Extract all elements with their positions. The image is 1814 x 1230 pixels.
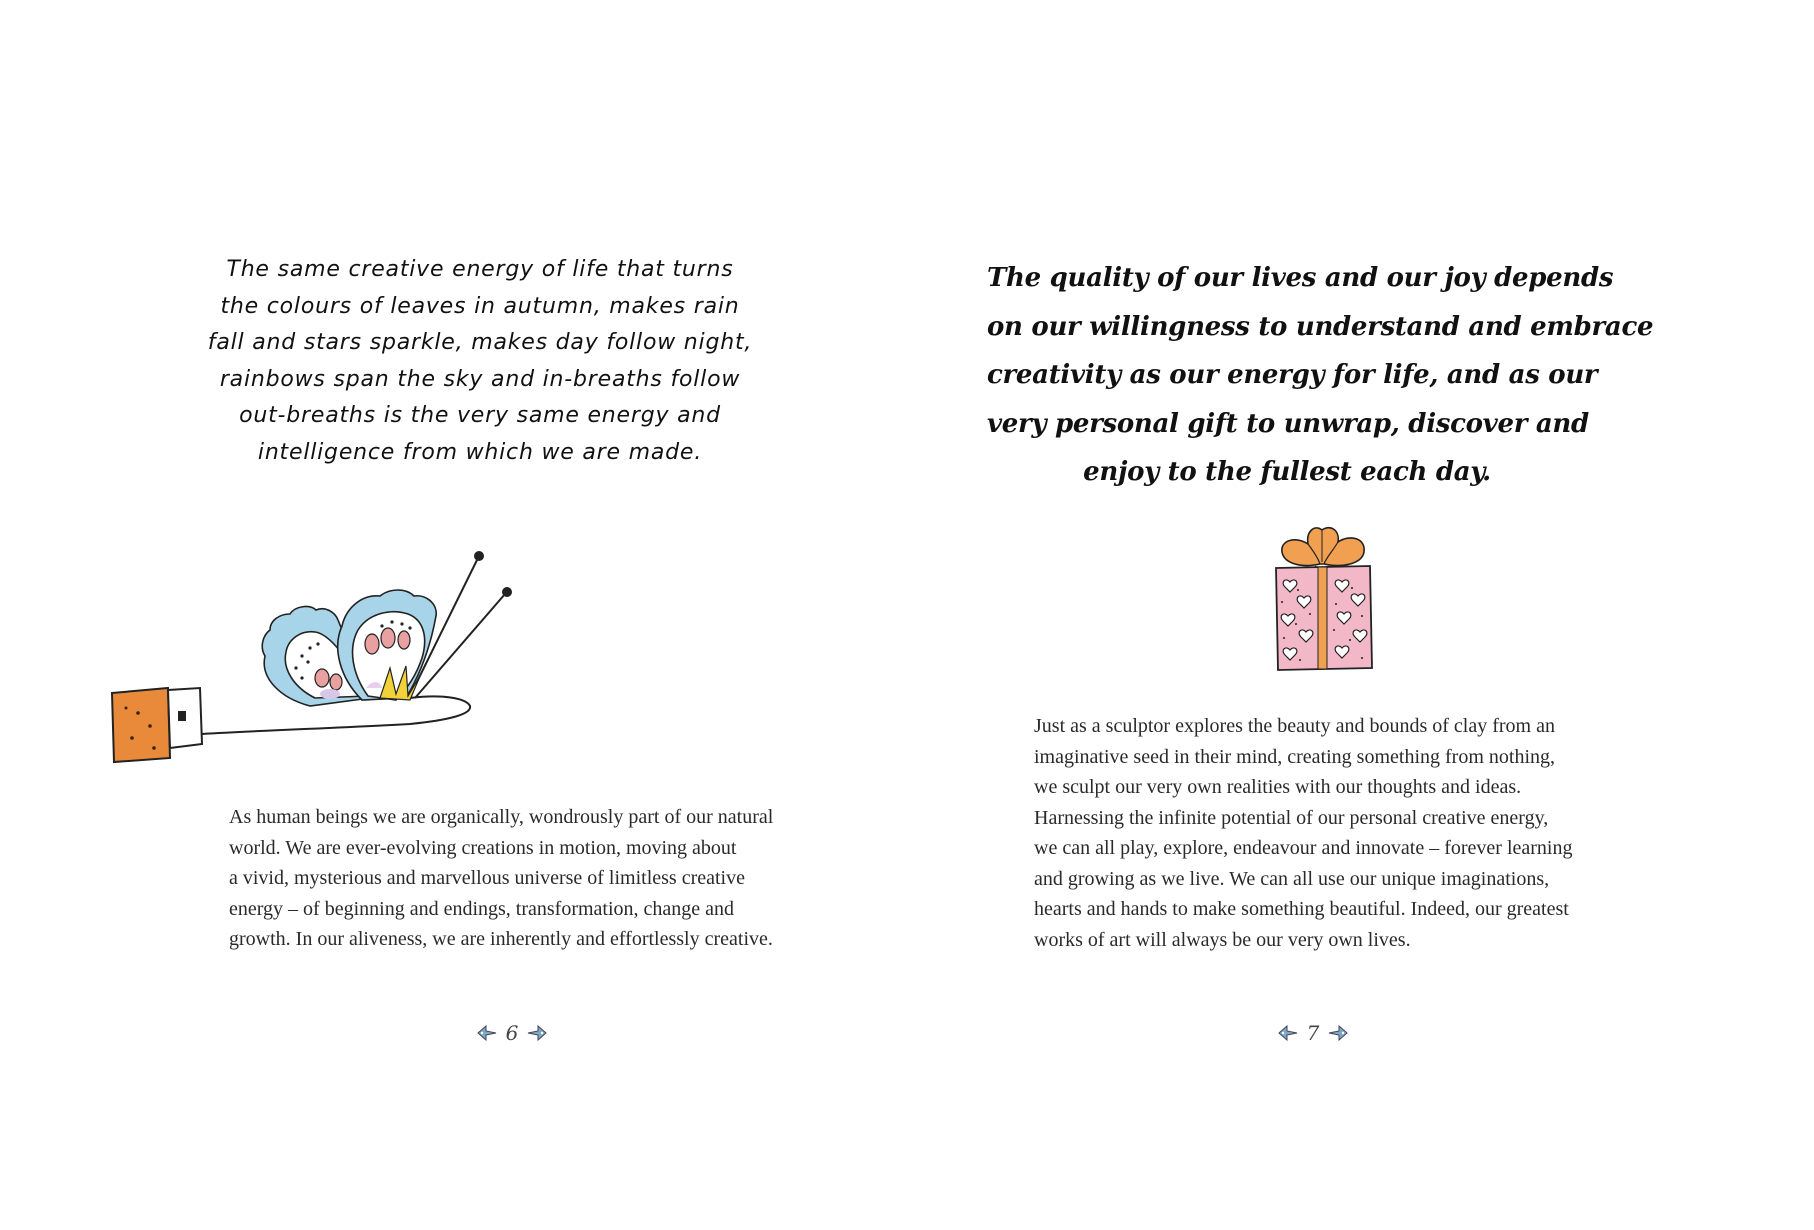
left-body-line: world. We are ever-evolving creations in motion, moving about (229, 836, 737, 859)
right-body-line: imaginative seed in their mind, creating something from nothing, (1034, 745, 1555, 768)
folio-ornament-left-icon (1277, 1023, 1299, 1043)
left-quote-line: rainbows span the sky and in-breaths follow (219, 366, 741, 392)
left-quote (200, 252, 760, 471)
left-quote-line: intelligence from which we are made. (257, 439, 703, 465)
right-body-line: we can all play, explore, endeavour and innovate – forever learning (1034, 837, 1573, 859)
hand-holding-butterfly-illustration (110, 548, 530, 768)
left-page-number (476, 1020, 548, 1046)
left-body-line: growth. In our aliveness, we are inherently and effortlessly creative. (229, 928, 773, 950)
page-number: 6 (505, 1021, 519, 1045)
left-quote-line: fall and stars sparkle, makes day follow night, (207, 330, 753, 355)
right-body-line: Just as a sculptor explores the beauty and bounds of clay from an (1034, 715, 1555, 737)
folio-ornament-right-icon (526, 1023, 548, 1043)
right-page-number (1277, 1020, 1349, 1046)
folio-ornament-right-icon (1327, 1023, 1349, 1043)
left-body-text (229, 802, 829, 955)
gift-box-illustration (1262, 520, 1382, 675)
page-number: 7 (1306, 1021, 1320, 1045)
right-body-line: and growing as we live. We can all use our unique imaginations, (1034, 867, 1550, 890)
left-body-line: a vivid, mysterious and marvellous universe of limitless creative (229, 867, 745, 889)
right-body-line: we sculpt our very own realities with our thoughts and ideas. (1034, 776, 1522, 798)
right-page (907, 0, 1814, 1230)
right-body-text (1034, 711, 1634, 955)
left-quote-line: out-breaths is the very same energy and (239, 403, 721, 428)
right-quote-line: The quality of our lives and our joy depends (987, 263, 1614, 293)
left-body-line: As human beings we are organically, wondrously part of our natural (229, 806, 774, 828)
left-quote-line: the colours of leaves in autumn, makes rain (220, 293, 740, 319)
right-body-line: hearts and hands to make something beautiful. Indeed, our greatest (1034, 898, 1569, 920)
left-body-line: energy – of beginning and endings, transformation, change and (229, 897, 735, 920)
sleeve-cuff (112, 688, 202, 762)
folio-ornament-left-icon (476, 1023, 498, 1043)
right-quote (987, 254, 1654, 497)
left-quote-line: The same creative energy of life that turns (226, 257, 734, 282)
right-quote-line: enjoy to the fullest each day. (1083, 457, 1491, 487)
right-quote-line: creativity as our energy for life, and as our (987, 360, 1598, 390)
right-quote-line: very personal gift to unwrap, discover and (987, 408, 1589, 439)
right-quote-line: on our willingness to understand and embrace (987, 311, 1654, 342)
gift-ribbon (1318, 567, 1327, 669)
right-body-line: Harnessing the infinite potential of our personal creative energy, (1034, 806, 1549, 829)
butterfly-front-wing (338, 590, 436, 700)
right-body-line: works of art will always be our very own lives. (1034, 928, 1411, 951)
